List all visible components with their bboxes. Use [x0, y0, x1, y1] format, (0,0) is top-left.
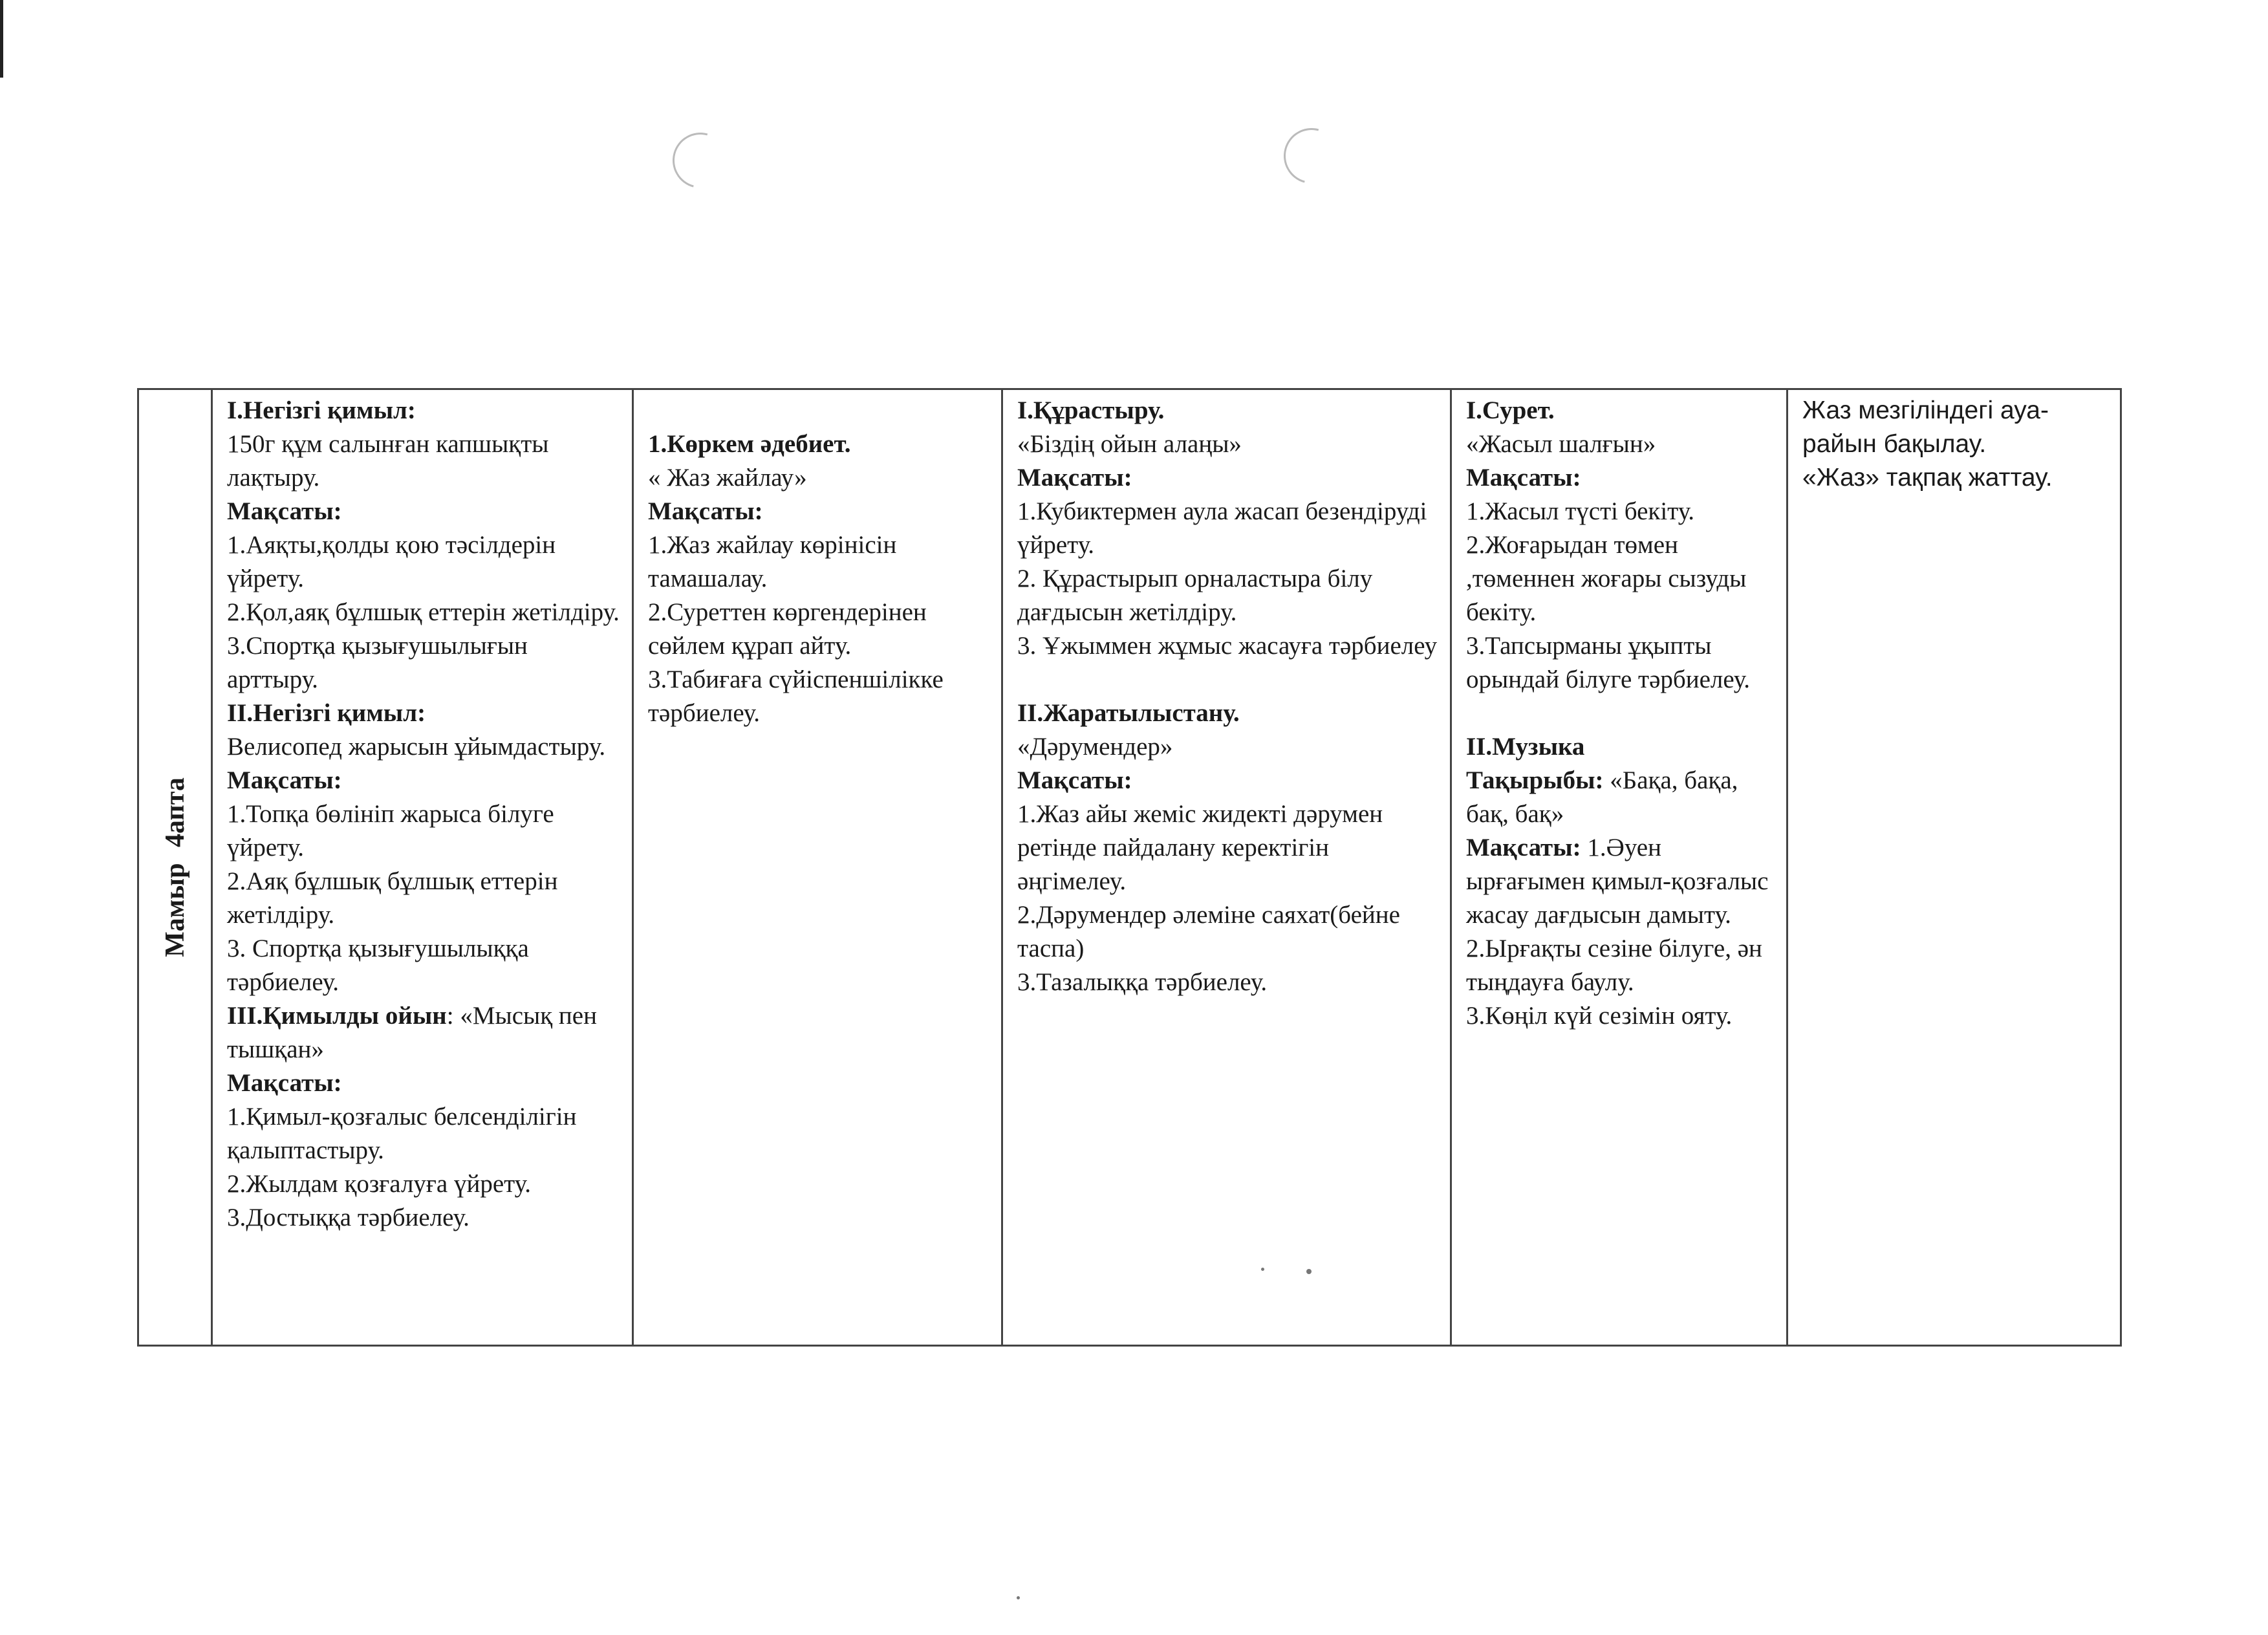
section-heading: Мақсаты:: [1466, 464, 1581, 492]
punch-hole-mark: [1273, 118, 1349, 193]
section-heading: ІІ.Музыка: [1466, 733, 1585, 761]
text-fragment: 2.Қол,аяқ бұлшық еттерін жетілдіру.: [227, 598, 620, 626]
text-line: [648, 596, 993, 663]
text-line: [227, 797, 624, 865]
text-line: [227, 394, 624, 428]
text-fragment: 1.Кубиктермен аула жасап безендіруді үйрету.: [1017, 497, 1427, 559]
text-fragment: 3.Спортқа қызығушылығын арттыру.: [227, 632, 528, 693]
text-fragment: «Жасыл шалғын»: [1466, 430, 1656, 458]
text-fragment: 3.Тапсырманы ұқыпты орындай білуге тәрбиелеу.: [1466, 632, 1751, 693]
text-fragment: 3.Достыққа тәрбиелеу.: [227, 1204, 470, 1231]
text-line: [227, 697, 624, 730]
text-line: [1466, 932, 1778, 999]
text-line: [648, 461, 993, 495]
physical-activity-cell: [212, 389, 633, 1346]
text-line: [1466, 528, 1778, 629]
text-line: [227, 1067, 624, 1100]
text-fragment: «Бақа, бақа, бақ, бақ»: [1466, 766, 1738, 828]
text-line: [1017, 562, 1442, 629]
text-fragment: 3. Спортқа қызығушылыққа тәрбиелеу.: [227, 935, 529, 996]
text-fragment: «Біздің ойын алаңы»: [1017, 430, 1242, 458]
text-line: [227, 1100, 624, 1167]
cell-content: [648, 428, 993, 730]
section-heading: ІІ.Жаратылыстану.: [1017, 699, 1240, 727]
text-line: [648, 528, 993, 596]
text-line: [1017, 629, 1442, 663]
text-fragment: : «Мысық пен тышқан»: [227, 1002, 597, 1063]
observation-cell: [1787, 389, 2121, 1346]
construction-nature-cell: [1002, 389, 1451, 1346]
punch-hole-mark: [662, 122, 738, 198]
text-line: [1017, 428, 1442, 461]
text-line: [1017, 461, 1442, 495]
text-fragment: 3.Көңіл күй сезімін ояту.: [1466, 1002, 1733, 1030]
drawing-music-cell: [1451, 389, 1787, 1346]
text-line: [1017, 394, 1442, 428]
section-heading: Мақсаты:: [1466, 834, 1581, 861]
section-heading: Тақырыбы:: [1466, 766, 1604, 794]
week-label: Мамыр 4апта: [160, 777, 190, 957]
text-line: [1017, 697, 1442, 730]
text-fragment: Велисопед жарысын ұйымдастыру.: [227, 733, 606, 761]
text-line: [227, 865, 624, 932]
text-fragment: 2.Дәрумендер әлеміне саяхат(бейне таспа): [1017, 901, 1400, 962]
text-line: [1017, 898, 1442, 966]
text-fragment: Жаз мезгіліндегі ауа-райын бақылау.: [1802, 396, 2049, 458]
text-line: [1466, 394, 1778, 428]
text-fragment: « Жаз жайлау»: [648, 464, 807, 492]
text-line: [1466, 730, 1778, 764]
text-fragment: 3.Тазалыққа тәрбиелеу.: [1017, 968, 1268, 996]
week-cell: [138, 389, 212, 1346]
text-fragment: 1.Аяқты,қолды қою тәсілдерін үйрету.: [227, 531, 556, 592]
text-line: [1466, 764, 1778, 831]
cell-content: [1802, 394, 2112, 495]
text-line: [1466, 428, 1778, 461]
cell-content: [1017, 394, 1442, 999]
text-line: [648, 495, 993, 528]
text-line: [1466, 461, 1778, 495]
text-line: [1017, 966, 1442, 999]
paragraph-gap: [1017, 663, 1442, 697]
section-heading: ІІІ.Қимылды ойын: [227, 1002, 447, 1030]
text-line: [227, 730, 624, 764]
text-fragment: «Жаз» тақпақ жаттау.: [1802, 464, 2053, 492]
section-heading: Мақсаты:: [227, 497, 342, 525]
text-line: [1802, 394, 2112, 461]
text-fragment: 1.Қимыл-қозғалыс белсенділігін қалыптастыру.: [227, 1103, 577, 1164]
text-fragment: 2.Жоғарыдан төмен ,төменнен жоғары сызуды бекіту.: [1466, 531, 1747, 626]
text-line: [1466, 495, 1778, 528]
section-heading: Мақсаты:: [227, 1069, 342, 1097]
text-line: [1466, 999, 1778, 1033]
section-heading: І.Құрастыру.: [1017, 396, 1165, 424]
section-heading: ІІ.Негізгі қимыл:: [227, 699, 426, 727]
cell-content: [1466, 394, 1778, 1033]
weekly-plan-table: [137, 388, 2122, 1347]
text-fragment: 3.Табиғаға сүйіспеншілікке тәрбиелеу.: [648, 666, 944, 727]
section-heading: 1.Көркем әдебиет.: [648, 430, 851, 458]
text-fragment: 2.Жылдам қозғалуға үйрету.: [227, 1170, 532, 1198]
text-line: [1017, 495, 1442, 562]
text-fragment: 1.Топқа бөлініп жарыса білуге үйрету.: [227, 800, 554, 861]
text-fragment: 1.Жасыл түсті бекіту.: [1466, 497, 1695, 525]
literature-cell: [633, 389, 1002, 1346]
table-row: [138, 389, 2121, 1346]
text-line: [227, 428, 624, 495]
text-line: [1017, 797, 1442, 898]
text-line: [227, 528, 624, 596]
text-fragment: «Дәрумендер»: [1017, 733, 1173, 761]
text-fragment: 150г құм салынған капшықты лақтыру.: [227, 430, 549, 492]
text-fragment: 3. Ұжыммен жұмыс жасауға тәрбиелеу: [1017, 632, 1438, 660]
text-fragment: 1.Жаз жайлау көрінісін тамашалау.: [648, 531, 897, 592]
text-fragment: 2.Ырғақты сезіне білуге, ән тыңдауға баулу.: [1466, 935, 1762, 996]
text-line: [227, 932, 624, 999]
text-line: [227, 1201, 624, 1235]
section-heading: Мақсаты:: [648, 497, 763, 525]
section-heading: Мақсаты:: [1017, 766, 1132, 794]
text-line: [1017, 730, 1442, 764]
text-line: [227, 629, 624, 697]
text-fragment: 2.Аяқ бұлшық бұлшық еттерін жетілдіру.: [227, 867, 558, 929]
text-line: [1017, 764, 1442, 797]
text-line: [227, 495, 624, 528]
scan-speck: [1017, 1596, 1020, 1599]
text-line: [227, 596, 624, 629]
section-heading: Мақсаты:: [1017, 464, 1132, 492]
section-heading: І.Сурет.: [1466, 396, 1555, 424]
text-line: [227, 1167, 624, 1201]
text-line: [1802, 461, 2112, 495]
section-heading: Мақсаты:: [227, 766, 342, 794]
scan-edge-artifact: [0, 0, 3, 78]
section-heading: І.Негізгі қимыл:: [227, 396, 416, 424]
text-line: [227, 764, 624, 797]
text-line: [648, 663, 993, 730]
text-line: [648, 428, 993, 461]
text-line: [227, 999, 624, 1067]
cell-content: [227, 394, 624, 1235]
text-line: [1466, 831, 1778, 932]
paragraph-gap: [1466, 697, 1778, 730]
text-fragment: 2. Құрастырып орналастыра білу дағдысын жетілдіру.: [1017, 565, 1373, 626]
text-fragment: 1.Әуен ырғағымен қимыл-қозғалыс жасау дағдысын дамыту.: [1466, 834, 1769, 929]
text-line: [1466, 629, 1778, 697]
text-fragment: 2.Суреттен көргендерінен сөйлем құрап айту.: [648, 598, 927, 660]
text-fragment: 1.Жаз айы жеміс жидекті дәрумен ретінде пайдалану керектігін әңгімелеу.: [1017, 800, 1383, 895]
